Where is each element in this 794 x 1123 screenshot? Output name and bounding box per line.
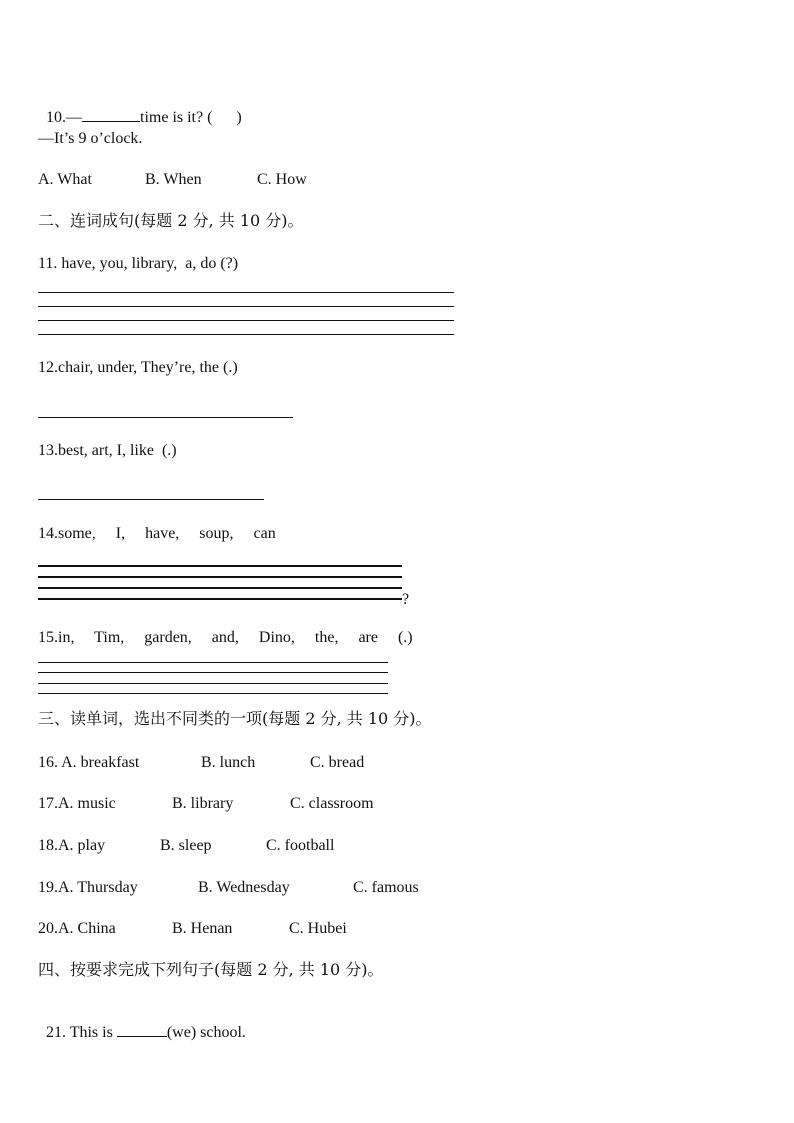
q18-option-a: 18.A. play	[38, 837, 106, 854]
q10-answer-line: —It’s 9 o’clock.	[38, 130, 143, 147]
q18-option-b: B. sleep	[160, 837, 212, 854]
q16-option-b: B. lunch	[201, 754, 256, 771]
q15-answer-line-4[interactable]	[38, 693, 388, 694]
q14-words: 14.some, I, have, soup, can	[38, 525, 276, 542]
q13-words: 13.best, art, I, like (.)	[38, 442, 177, 459]
q17-option-a: 17.A. music	[38, 795, 116, 812]
section3-title: 三、读单词，选出不同类的一项(每题 2 分, 共 10 分)。	[38, 709, 432, 728]
q14-question-mark: ?	[402, 591, 410, 608]
q19-option-b: B. Wednesday	[198, 879, 290, 896]
q14-answer-line-4[interactable]	[38, 598, 402, 600]
q15-answer-line-3[interactable]	[38, 683, 388, 684]
q13-answer-line[interactable]	[38, 499, 264, 500]
q15-words: 15.in, Tim, garden, and, Dino, the, are (.)	[38, 629, 413, 646]
q10-question	[38, 87, 242, 128]
q19-option-c: C. famous	[353, 879, 419, 896]
q16-option-a: 16. A. breakfast	[38, 754, 140, 771]
section2-title: 二、连词成句(每题 2 分, 共 10 分)。	[38, 211, 304, 230]
q11-words: 11. have, you, library, a, do (?)	[38, 255, 239, 272]
q20-option-c: C. Hubei	[289, 920, 347, 937]
q14-answer-line-1[interactable]	[38, 565, 402, 567]
q15-answer-line-2[interactable]	[38, 672, 388, 673]
q10-prefix: 10.—	[46, 109, 82, 126]
q10-option-c: C. How	[257, 171, 307, 188]
q10-suffix: time is it? ( )	[140, 109, 242, 126]
q10-blank[interactable]	[82, 107, 140, 122]
q17-option-c: C. classroom	[290, 795, 374, 812]
q11-answer-line-2[interactable]	[38, 306, 454, 307]
q17-option-b: B. library	[172, 795, 234, 812]
q12-answer-line[interactable]	[38, 417, 293, 418]
q20-option-a: 20.A. China	[38, 920, 116, 937]
q20-option-b: B. Henan	[172, 920, 233, 937]
q19-option-a: 19.A. Thursday	[38, 879, 138, 896]
q21-question	[38, 1002, 246, 1043]
q14-answer-line-2[interactable]	[38, 576, 402, 578]
q21-blank[interactable]	[117, 1022, 167, 1037]
q15-answer-line-1[interactable]	[38, 662, 388, 663]
section4-title: 四、按要求完成下列句子(每题 2 分, 共 10 分)。	[38, 960, 384, 979]
q11-answer-line-1[interactable]	[38, 292, 454, 293]
q16-option-c: C. bread	[310, 754, 365, 771]
q21-suffix: (we) school.	[166, 1024, 246, 1041]
q18-option-c: C. football	[266, 837, 335, 854]
q10-option-a: A. What	[38, 171, 92, 188]
q10-option-b: B. When	[145, 171, 202, 188]
q12-words: 12.chair, under, They’re, the (.)	[38, 359, 238, 376]
q14-answer-line-3[interactable]	[38, 587, 402, 589]
q11-answer-line-3[interactable]	[38, 320, 454, 321]
q11-answer-line-4[interactable]	[38, 334, 454, 335]
q21-prefix: 21. This is	[46, 1024, 117, 1041]
